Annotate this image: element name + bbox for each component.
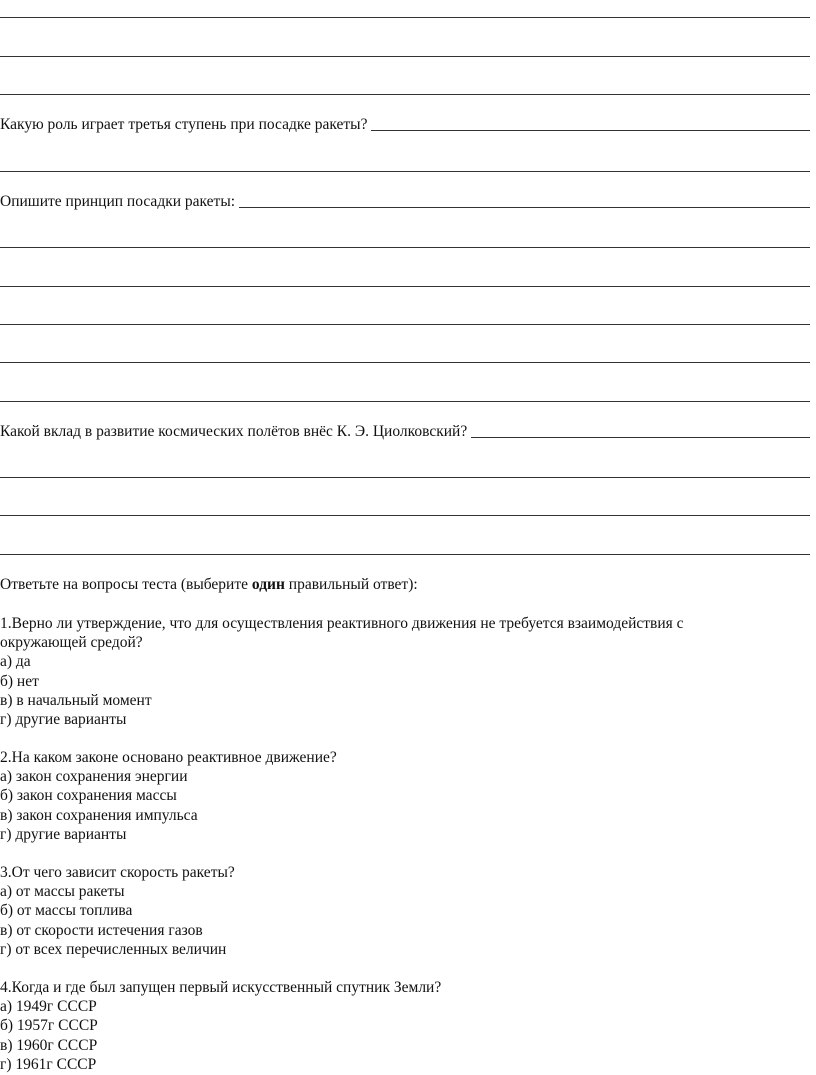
answer-option: б) закон сохранения массы	[0, 787, 177, 805]
answer-line	[471, 437, 810, 438]
test-question-2	[0, 748, 800, 844]
answer-option: г) от всех перечисленных величин	[0, 940, 227, 958]
answer-line	[0, 477, 810, 478]
answer-option: б) от массы топлива	[0, 902, 133, 920]
test-question-4	[0, 978, 800, 1074]
answer-line	[0, 56, 810, 57]
answer-option: а) от массы ракеты	[0, 883, 125, 901]
answer-option: а) да	[0, 653, 31, 671]
answer-option: б) нет	[0, 672, 39, 690]
answer-option: г) 1961г СССР	[0, 1055, 97, 1073]
instructions-emphasis: один	[251, 576, 285, 593]
answer-line	[0, 515, 810, 516]
answer-line	[0, 17, 810, 18]
answer-option: г) другие варианты	[0, 711, 127, 729]
answer-line	[0, 247, 810, 248]
question-text: Какую роль играет третья ступень при посадке ракеты?	[0, 116, 368, 133]
answer-option: а) закон сохранения энергии	[0, 768, 188, 786]
answer-line	[0, 286, 810, 287]
question-text: 3.От чего зависит скорость ракеты?	[0, 864, 235, 881]
instructions-text: Ответьте на вопросы теста (выберите	[0, 576, 252, 593]
answer-option: в) в начальный момент	[0, 691, 152, 709]
question-third-stage-role	[0, 116, 810, 134]
answer-option: в) 1960г СССР	[0, 1036, 98, 1054]
test-question-3	[0, 863, 800, 959]
answer-option: г) другие варианты	[0, 825, 127, 843]
answer-option: в) от скорости истечения газов	[0, 921, 203, 939]
question-text: 4.Когда и где был запущен первый искусственный спутник Земли?	[0, 979, 442, 996]
answer-line	[371, 130, 810, 131]
question-text: 1.Верно ли утверждение, что для осуществления реактивного движения не требуется взаимодействия с окружающей средой?	[0, 615, 684, 652]
answer-option: б) 1957г СССР	[0, 1017, 98, 1035]
answer-line	[0, 94, 810, 95]
answer-line	[239, 207, 810, 208]
test-question-1	[0, 614, 800, 729]
answer-line	[0, 362, 810, 363]
answer-line	[0, 171, 810, 172]
answer-option: в) закон сохранения импульса	[0, 806, 198, 824]
test-instructions	[0, 575, 800, 594]
answer-option: а) 1949г СССР	[0, 998, 97, 1016]
answer-line	[0, 554, 810, 555]
answer-line	[0, 401, 810, 402]
question-tsiolkovsky	[0, 423, 810, 441]
question-text: Какой вклад в развитие космических полётов внёс К. Э. Циолковский?	[0, 423, 468, 440]
answer-line	[0, 324, 810, 325]
question-landing-principle	[0, 193, 810, 211]
question-text: Опишите принцип посадки ракеты:	[0, 193, 236, 210]
instructions-text: правильный ответ):	[284, 576, 418, 593]
question-text: 2.На каком законе основано реактивное движение?	[0, 749, 337, 766]
